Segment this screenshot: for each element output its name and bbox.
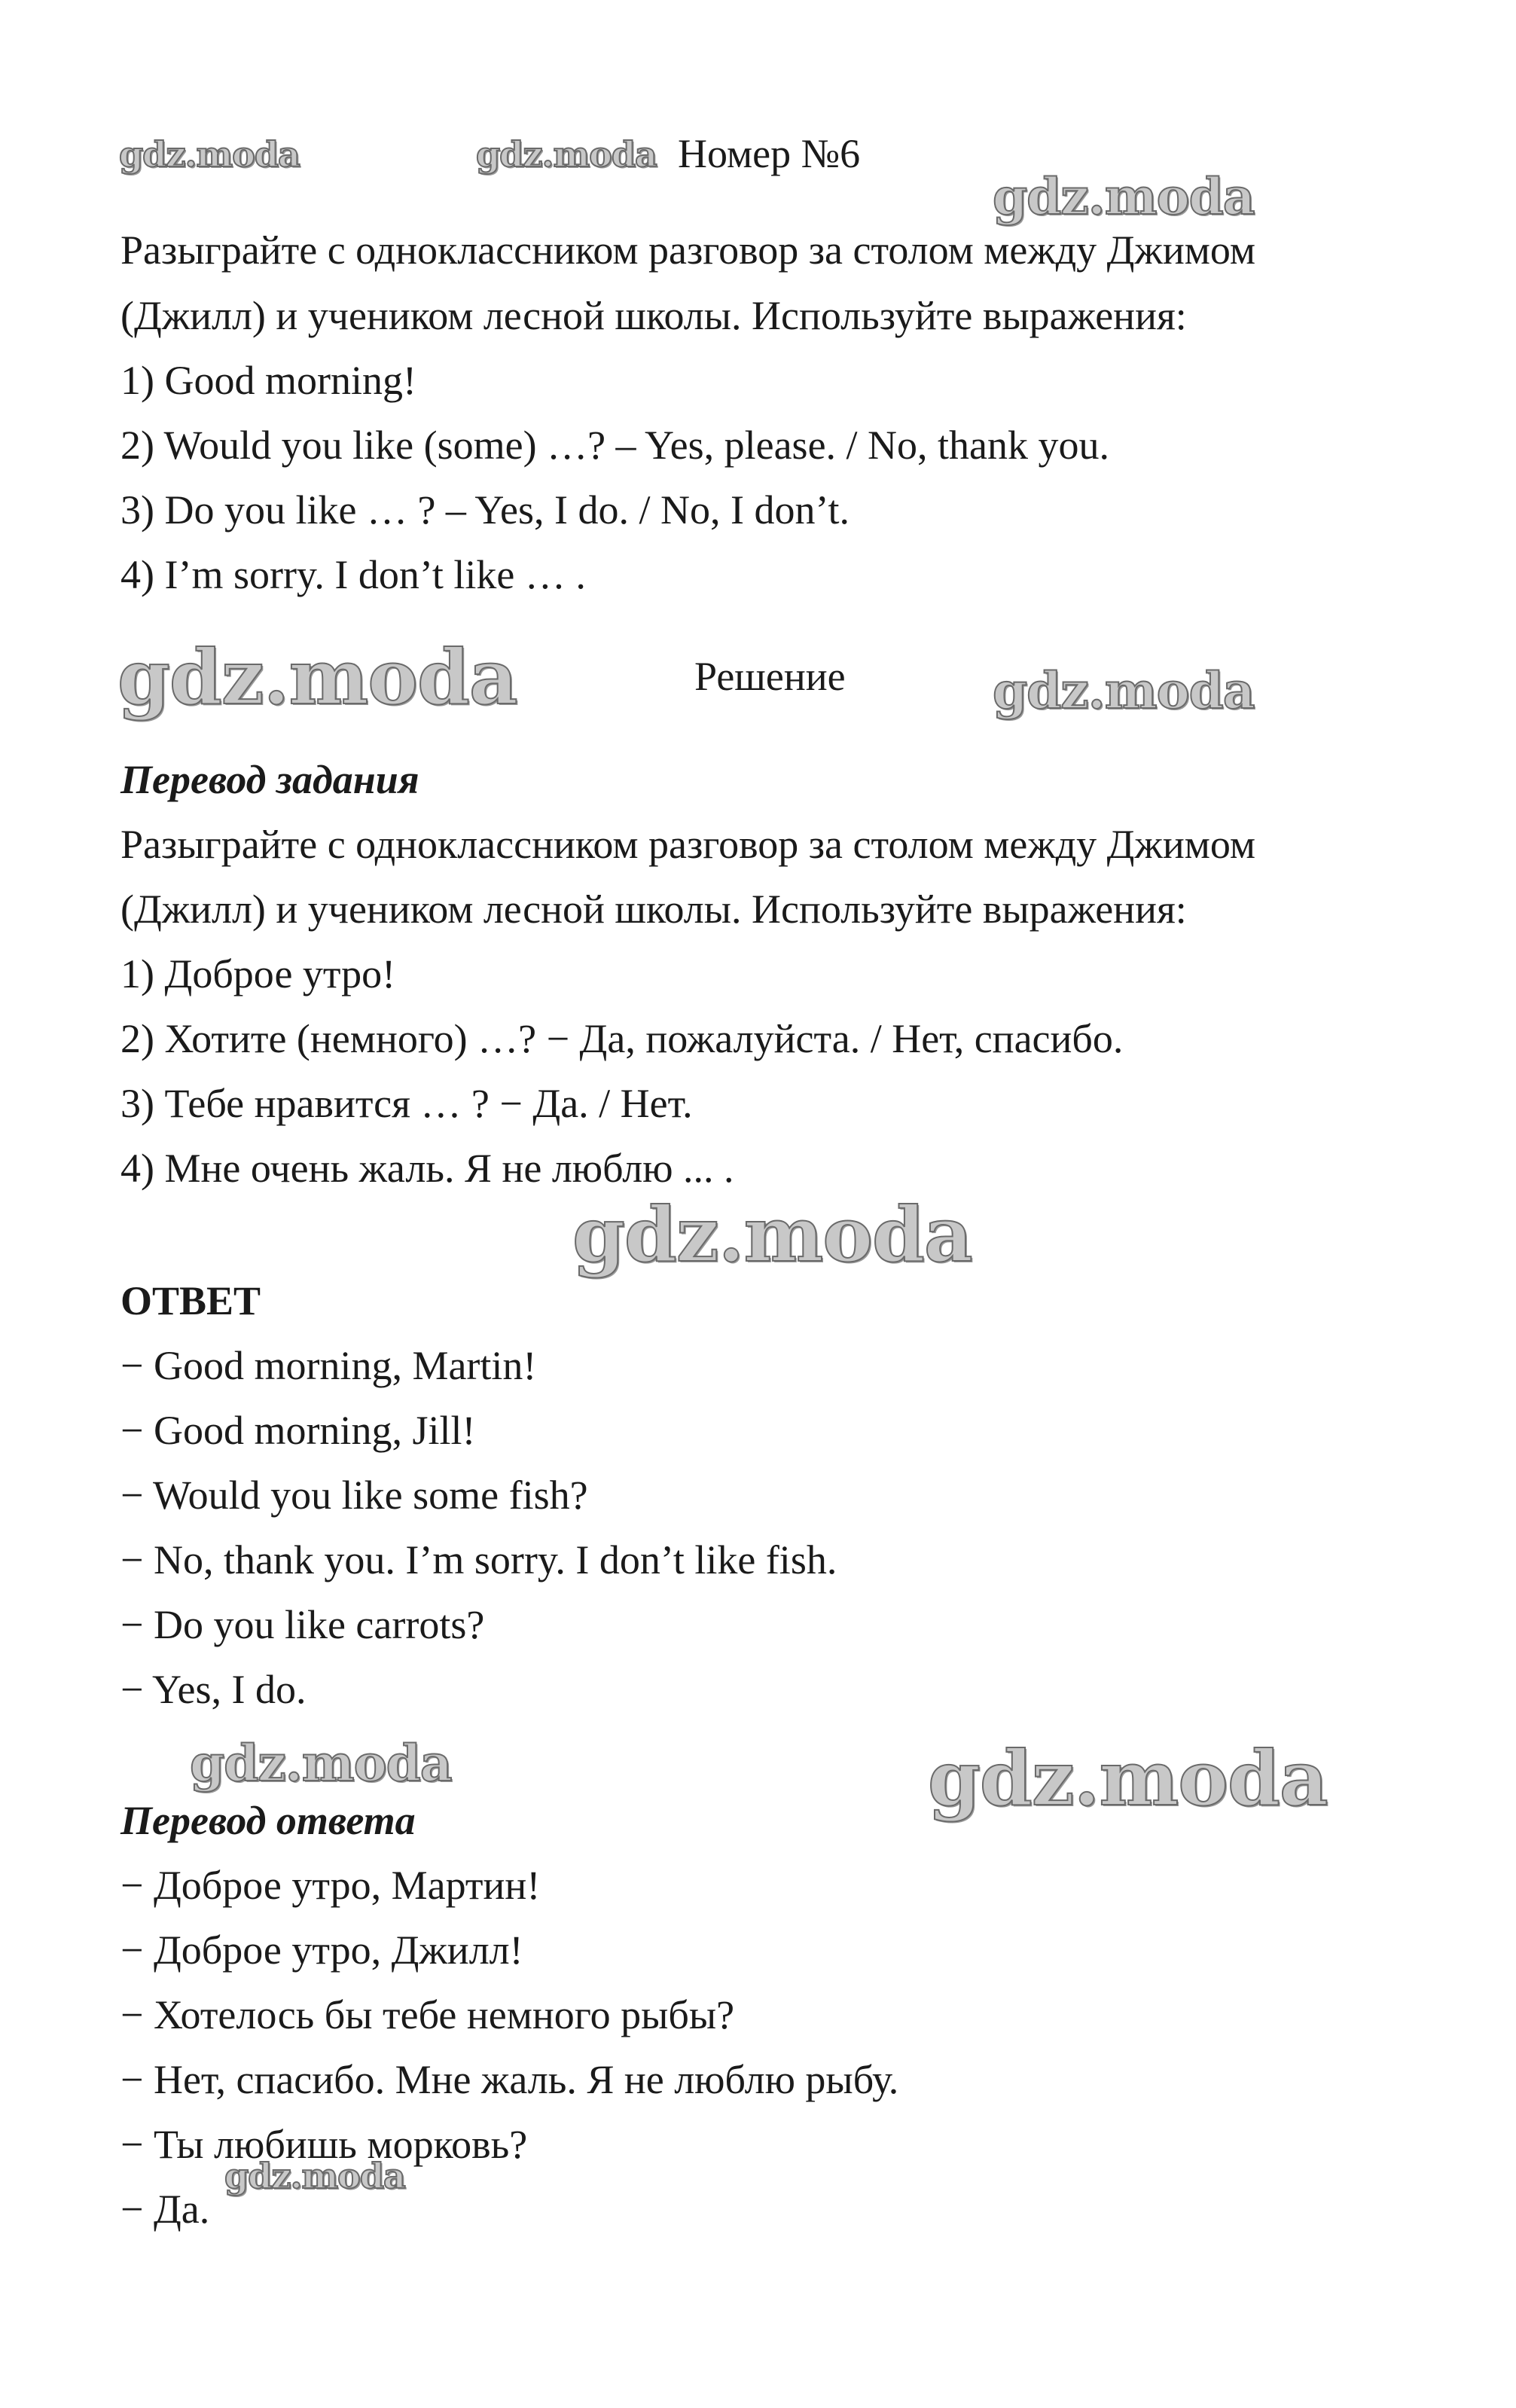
task-line: 3) Do you like … ? – Yes, I do. / No, I don’t. [120,487,850,533]
answer-line: − Yes, I do. [120,1667,307,1712]
answer-translation-line: − Хотелось бы тебе немного рыбы? [120,1992,735,2037]
watermark-logo: gdz.moda [119,134,300,175]
translation-line: 2) Хотите (немного) …? − Да, пожалуйста. / Нет, спасибо. [120,1016,1124,1061]
page-title: Номер №6 [678,131,861,176]
task-translation-heading: Перевод задания [120,757,419,802]
translation-line: (Джилл) и учеником лесной школы. Используйте выражения: [120,887,1187,932]
watermark-logo: gdz.moda [928,1734,1328,1823]
translation-line: 1) Доброе утро! [120,951,396,996]
answer-translation-line: − Доброе утро, Джилл! [120,1927,523,1973]
answer-translation-line: − Нет, спасибо. Мне жаль. Я не люблю рыбу. [120,2057,899,2102]
task-line: (Джилл) и учеником лесной школы. Используйте выражения: [120,293,1187,338]
watermark-logo: gdz.moda [572,1190,972,1279]
watermark-logo: gdz.moda [993,661,1255,720]
task-line: 1) Good morning! [120,358,416,403]
answer-translation-line: − Доброе утро, Мартин! [120,1863,541,1908]
task-line: Разыграйте с одноклассником разговор за столом между Джимом [120,227,1256,273]
translation-line: Разыграйте с одноклассником разговор за столом между Джимом [120,822,1256,867]
answer-line: − Do you like carrots? [120,1602,485,1647]
watermark-logo: gdz.moda [117,633,517,722]
answer-line: − Would you like some fish? [120,1473,588,1518]
solution-heading: Решение [694,654,846,699]
watermark-logo: gdz.moda [476,134,657,175]
answer-line: − No, thank you. I’m sorry. I don’t like fish. [120,1537,837,1582]
watermark-logo: gdz.moda [190,1734,452,1793]
answer-translation-line: − Ты любишь морковь? [120,2122,528,2167]
answer-translation-heading: Перевод ответа [120,1798,416,1843]
watermark-logo: gdz.moda [993,167,1255,226]
task-line: 4) I’m sorry. I don’t like … . [120,552,586,597]
answer-line: − Good morning, Jill! [120,1408,476,1453]
translation-line: 3) Тебе нравится … ? − Да. / Нет. [120,1081,693,1126]
watermark-logo: gdz.moda [224,2156,405,2196]
answer-translation-line: − Да. [120,2187,210,2232]
answer-line: − Good morning, Martin! [120,1343,537,1388]
answer-heading: ОТВЕТ [120,1278,261,1323]
task-line: 2) Would you like (some) …? – Yes, please. / No, thank you. [120,423,1110,468]
translation-line: 4) Мне очень жаль. Я не люблю ... . [120,1146,734,1191]
